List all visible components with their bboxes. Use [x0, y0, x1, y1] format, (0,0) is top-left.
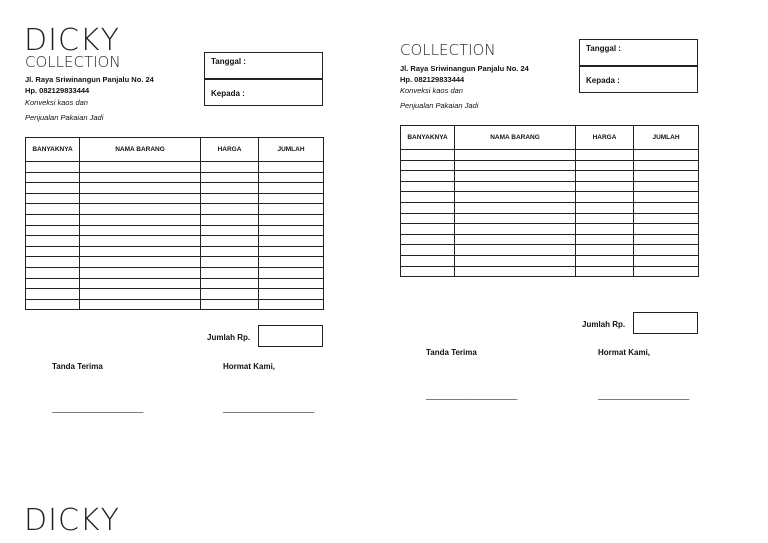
- table-cell[interactable]: [401, 171, 455, 182]
- table-cell[interactable]: [634, 266, 699, 277]
- total-label: Jumlah Rp.: [582, 320, 626, 329]
- next-page-brand-name: DICKY: [24, 503, 120, 538]
- table-cell[interactable]: [576, 266, 634, 277]
- recipient-field[interactable]: [579, 66, 698, 93]
- regards-label: Hormat Kami,: [598, 348, 651, 357]
- table-cell[interactable]: [634, 202, 699, 213]
- table-cell[interactable]: [401, 266, 455, 277]
- date-label: Tanggal :: [586, 44, 621, 53]
- table-cell[interactable]: [201, 204, 259, 215]
- table-cell[interactable]: [401, 255, 455, 266]
- address: Jl. Raya Sriwinangun Panjalu No. 24: [400, 64, 529, 73]
- table-cell[interactable]: [80, 183, 201, 194]
- table-cell[interactable]: [259, 225, 324, 236]
- table-cell[interactable]: [259, 172, 324, 183]
- table-cell[interactable]: [26, 162, 80, 173]
- table-cell[interactable]: [26, 172, 80, 183]
- table-row: [401, 234, 699, 245]
- table-cell[interactable]: [576, 192, 634, 203]
- table-cell[interactable]: [259, 246, 324, 257]
- table-cell[interactable]: [201, 299, 259, 310]
- table-row: [401, 202, 699, 213]
- table-header: [401, 126, 699, 150]
- table-cell[interactable]: [80, 246, 201, 257]
- table-cell[interactable]: [401, 245, 455, 256]
- table-cell[interactable]: [259, 278, 324, 289]
- recipient-label: Kepada :: [211, 89, 245, 98]
- brand-subtitle: COLLECTION: [25, 53, 121, 71]
- table-row: [26, 267, 324, 278]
- received-label: Tanda Terima: [52, 362, 103, 371]
- table-cell[interactable]: [634, 255, 699, 266]
- tagline-2: Penjualan Pakaian Jadi: [400, 101, 479, 110]
- table-cell[interactable]: [80, 278, 201, 289]
- brand-subtitle: COLLECTION: [400, 41, 496, 59]
- table-cell[interactable]: [80, 172, 201, 183]
- col-price: HARGA: [201, 138, 259, 162]
- table-cell[interactable]: [26, 214, 80, 225]
- table-cell[interactable]: [26, 257, 80, 268]
- table-header: [26, 138, 324, 162]
- table-cell[interactable]: [455, 192, 576, 203]
- col-quantity: BANYAKNYA: [26, 138, 80, 162]
- table-cell[interactable]: [201, 193, 259, 204]
- table-cell[interactable]: [201, 162, 259, 173]
- table-cell[interactable]: [201, 225, 259, 236]
- table-cell[interactable]: [201, 278, 259, 289]
- table-row: [26, 278, 324, 289]
- date-field[interactable]: [579, 39, 698, 66]
- total-field[interactable]: [633, 312, 698, 334]
- table-cell[interactable]: [80, 267, 201, 278]
- table-cell[interactable]: [201, 246, 259, 257]
- col-quantity: BANYAKNYA: [401, 126, 455, 150]
- items-table: [400, 125, 699, 277]
- table-cell[interactable]: [455, 150, 576, 161]
- table-cell[interactable]: [259, 236, 324, 247]
- table-cell[interactable]: [455, 234, 576, 245]
- table-cell[interactable]: [80, 257, 201, 268]
- table-cell[interactable]: [259, 289, 324, 300]
- table-cell[interactable]: [259, 299, 324, 310]
- table-row: [401, 192, 699, 203]
- phone: Hp. 082129833444: [400, 75, 465, 84]
- table-row: [26, 183, 324, 194]
- table-row: [26, 257, 324, 268]
- table-cell[interactable]: [201, 289, 259, 300]
- table-cell[interactable]: [401, 234, 455, 245]
- table-cell[interactable]: [576, 234, 634, 245]
- table-row: [401, 171, 699, 182]
- table-row: [26, 214, 324, 225]
- table-row: [26, 193, 324, 204]
- col-item-name: NAMA BARANG: [455, 126, 576, 150]
- regards-label: Hormat Kami,: [223, 362, 276, 371]
- table-cell[interactable]: [576, 181, 634, 192]
- table-row: [401, 224, 699, 235]
- table-cell[interactable]: [26, 267, 80, 278]
- table-row: [26, 172, 324, 183]
- table-cell[interactable]: [455, 224, 576, 235]
- regards-signature-line: _______________________: [598, 391, 689, 400]
- table-cell[interactable]: [576, 224, 634, 235]
- recipient-field[interactable]: [204, 79, 323, 106]
- table-cell[interactable]: [634, 171, 699, 182]
- table-cell[interactable]: [201, 267, 259, 278]
- table-cell[interactable]: [26, 204, 80, 215]
- table-body: [401, 150, 699, 277]
- table-cell[interactable]: [26, 236, 80, 247]
- table-row: [401, 213, 699, 224]
- tagline-1: Konveksi kaos dan: [25, 98, 88, 107]
- table-cell[interactable]: [201, 214, 259, 225]
- table-cell[interactable]: [201, 183, 259, 194]
- received-signature-line: _______________________: [52, 404, 143, 413]
- table-row: [26, 246, 324, 257]
- table-cell[interactable]: [576, 255, 634, 266]
- table-cell[interactable]: [455, 171, 576, 182]
- table-row: [26, 236, 324, 247]
- table-cell[interactable]: [401, 181, 455, 192]
- table-row: [26, 162, 324, 173]
- table-row: [401, 255, 699, 266]
- table-row: [26, 299, 324, 310]
- table-cell[interactable]: [401, 160, 455, 171]
- table-cell[interactable]: [634, 245, 699, 256]
- table-cell[interactable]: [634, 224, 699, 235]
- table-cell[interactable]: [455, 202, 576, 213]
- table-cell[interactable]: [455, 181, 576, 192]
- received-signature-line: _______________________: [426, 391, 517, 400]
- table-cell[interactable]: [26, 225, 80, 236]
- table-cell[interactable]: [634, 160, 699, 171]
- table-cell[interactable]: [80, 214, 201, 225]
- phone: Hp. 082129833444: [25, 86, 90, 95]
- table-cell[interactable]: [26, 246, 80, 257]
- table-cell[interactable]: [576, 160, 634, 171]
- table-row: [401, 266, 699, 277]
- table-cell[interactable]: [634, 234, 699, 245]
- brand-name: DICKY: [24, 23, 120, 58]
- table-cell[interactable]: [26, 299, 80, 310]
- table-cell[interactable]: [26, 193, 80, 204]
- table-cell[interactable]: [576, 245, 634, 256]
- table-cell[interactable]: [634, 150, 699, 161]
- table-cell[interactable]: [259, 204, 324, 215]
- table-cell[interactable]: [576, 213, 634, 224]
- tagline-1: Konveksi kaos dan: [400, 86, 463, 95]
- table-cell[interactable]: [455, 160, 576, 171]
- recipient-label: Kepada :: [586, 76, 620, 85]
- total-label: Jumlah Rp.: [207, 333, 251, 342]
- table-cell[interactable]: [259, 257, 324, 268]
- table-body: [26, 162, 324, 310]
- address: Jl. Raya Sriwinangun Panjalu No. 24: [25, 75, 154, 84]
- table-cell[interactable]: [80, 236, 201, 247]
- table-cell[interactable]: [80, 299, 201, 310]
- col-price: HARGA: [576, 126, 634, 150]
- table-cell[interactable]: [259, 267, 324, 278]
- table-cell[interactable]: [455, 255, 576, 266]
- table-cell[interactable]: [576, 150, 634, 161]
- table-cell[interactable]: [26, 278, 80, 289]
- table-row: [401, 181, 699, 192]
- table-row: [401, 160, 699, 171]
- table-row: [26, 225, 324, 236]
- table-cell[interactable]: [401, 213, 455, 224]
- table-cell[interactable]: [80, 193, 201, 204]
- table-row: [26, 204, 324, 215]
- table-cell[interactable]: [455, 266, 576, 277]
- date-field[interactable]: [204, 52, 323, 79]
- table-cell[interactable]: [401, 150, 455, 161]
- date-label: Tanggal :: [211, 57, 246, 66]
- table-cell[interactable]: [634, 192, 699, 203]
- table-cell[interactable]: [80, 162, 201, 173]
- table-cell[interactable]: [80, 204, 201, 215]
- col-amount: JUMLAH: [634, 126, 699, 150]
- table-cell[interactable]: [80, 289, 201, 300]
- table-cell[interactable]: [259, 214, 324, 225]
- received-label: Tanda Terima: [426, 348, 477, 357]
- table-row: [401, 150, 699, 161]
- table-cell[interactable]: [401, 202, 455, 213]
- table-cell[interactable]: [26, 289, 80, 300]
- table-cell[interactable]: [201, 257, 259, 268]
- table-cell[interactable]: [634, 213, 699, 224]
- table-cell[interactable]: [576, 202, 634, 213]
- items-table: [25, 137, 324, 310]
- table-row: [26, 289, 324, 300]
- table-cell[interactable]: [201, 172, 259, 183]
- table-cell[interactable]: [80, 225, 201, 236]
- table-cell[interactable]: [455, 245, 576, 256]
- table-cell[interactable]: [259, 162, 324, 173]
- table-cell[interactable]: [259, 193, 324, 204]
- table-cell[interactable]: [201, 236, 259, 247]
- table-cell[interactable]: [401, 224, 455, 235]
- regards-signature-line: _______________________: [223, 404, 314, 413]
- table-cell[interactable]: [401, 192, 455, 203]
- col-amount: JUMLAH: [259, 138, 324, 162]
- total-field[interactable]: [258, 325, 323, 347]
- table-cell[interactable]: [259, 183, 324, 194]
- tagline-2: Penjualan Pakaian Jadi: [25, 113, 104, 122]
- col-item-name: NAMA BARANG: [80, 138, 201, 162]
- table-row: [401, 245, 699, 256]
- table-cell[interactable]: [634, 181, 699, 192]
- table-cell[interactable]: [576, 171, 634, 182]
- table-cell[interactable]: [455, 213, 576, 224]
- table-cell[interactable]: [26, 183, 80, 194]
